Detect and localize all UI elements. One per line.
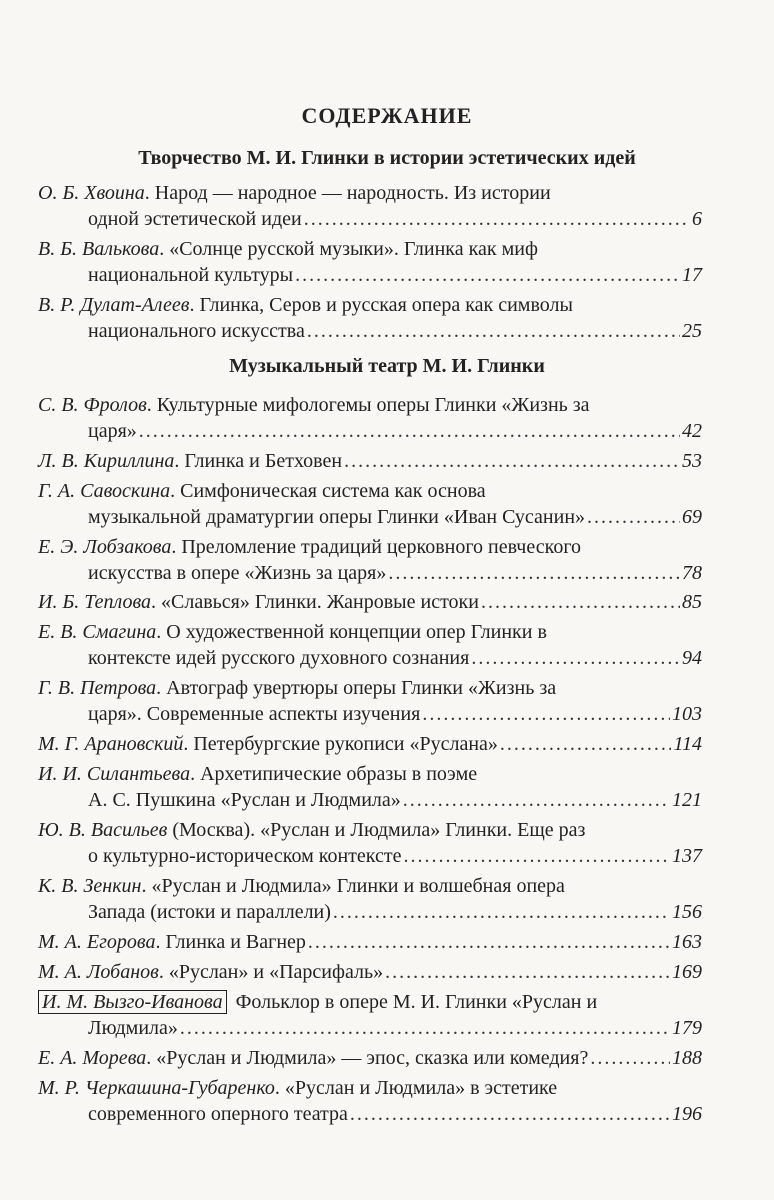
page-number: 121 <box>672 789 702 811</box>
page-number: 137 <box>672 845 702 867</box>
toc-entry[interactable] <box>38 929 702 955</box>
entry-line <box>38 589 702 615</box>
entry-author: Г. В. Петрова <box>38 677 157 699</box>
entry-author: М. А. Лобанов <box>38 961 159 983</box>
entry-line <box>38 787 702 813</box>
entry-title: Фольклор в опере М. И. Глинки «Руслан и <box>230 991 598 1013</box>
toc-entry[interactable] <box>38 989 702 1041</box>
entry-line <box>38 262 702 288</box>
dot-leader <box>471 645 680 671</box>
dot-leader <box>404 843 670 869</box>
entry-line <box>38 1101 702 1127</box>
entry-author-separator: . <box>189 294 195 316</box>
entry-line <box>38 504 702 530</box>
entry-author: О. Б. Хвоина <box>38 182 145 204</box>
entry-title: Петербургские рукописи «Руслана» <box>188 733 498 755</box>
entry-author: М. Г. Арановский <box>38 733 184 755</box>
page-number: 69 <box>682 506 702 528</box>
dot-leader <box>385 959 670 985</box>
dot-leader <box>333 899 670 925</box>
toc-entry[interactable] <box>38 236 702 288</box>
toc-entry[interactable] <box>38 1045 702 1071</box>
entry-author: Ю. В. Васильев <box>38 819 168 841</box>
entry-title: «Руслан и Людмила» Глинки. Еще раз <box>255 819 586 841</box>
dot-leader <box>587 504 680 530</box>
entry-author: В. Р. Дулат-Алеев <box>38 294 190 316</box>
entry-title: Запада (истоки и параллели) <box>88 901 331 923</box>
entry-title: О художественной концепции опер Глинки в <box>161 621 547 643</box>
entry-title: «Славься» Глинки. Жанровые истоки <box>156 591 479 613</box>
dot-leader <box>304 206 690 232</box>
page-number: 188 <box>672 1047 702 1069</box>
entry-author-separator: . <box>190 763 196 785</box>
entry-title: А. С. Пушкина «Руслан и Людмила» <box>88 789 401 811</box>
page-number: 94 <box>682 647 702 669</box>
entry-author-separator: . <box>155 931 161 953</box>
entry-title: Народ — народное — народность. Из истории <box>149 182 551 204</box>
toc-entry[interactable] <box>38 589 702 615</box>
entry-line <box>38 292 702 318</box>
dot-leader <box>388 560 680 586</box>
entry-line <box>38 448 702 474</box>
entry-author-separator: . <box>146 1047 152 1069</box>
toc-entry[interactable] <box>38 448 702 474</box>
entry-title: искусства в опере «Жизнь за царя» <box>88 562 387 584</box>
entry-title: царя» <box>88 420 137 442</box>
entry-line <box>38 619 702 645</box>
entry-text <box>38 929 306 955</box>
page-number: 78 <box>682 562 702 584</box>
entry-line <box>38 731 702 757</box>
entry-line <box>38 1075 702 1101</box>
page-number: 17 <box>682 264 702 286</box>
entry-title: национального искусства <box>88 320 305 342</box>
entry-line <box>38 180 702 206</box>
entry-line <box>38 989 702 1015</box>
section-heading: Творчество М. И. Глинки в истории эстетических идей <box>138 147 636 169</box>
entry-author: Л. В. Кириллина <box>38 450 175 472</box>
entry-line <box>38 1045 702 1071</box>
entry-title: «Руслан и Людмила» в эстетике <box>279 1077 558 1099</box>
entry-author: И. И. Силантьева <box>38 763 191 785</box>
page-number: 169 <box>672 961 702 983</box>
entry-title: царя». Современные аспекты изучения <box>88 703 421 725</box>
entry-line <box>38 236 702 262</box>
toc-entry[interactable] <box>38 478 702 530</box>
entry-author: И. М. Вызго-Иванова <box>38 990 227 1014</box>
entry-title: Культурные мифологемы оперы Глинки «Жизнь за <box>151 394 590 416</box>
entry-author: И. Б. Теплова <box>38 591 152 613</box>
dot-leader <box>422 701 670 727</box>
entry-line <box>38 701 702 727</box>
entry-author-separator: . <box>274 1077 280 1099</box>
page-title: СОДЕРЖАНИЕ <box>301 103 473 128</box>
page-number: 25 <box>682 320 702 342</box>
entry-line <box>38 843 702 869</box>
entry-author-separator: . <box>174 450 180 472</box>
entry-title: Симфоническая система как основа <box>175 480 486 502</box>
entry-author-separator: . <box>156 677 162 699</box>
entry-author-separator: . <box>159 238 165 260</box>
toc-entry[interactable] <box>38 619 702 671</box>
entry-title: Автограф увертюры оперы Глинки «Жизнь за <box>161 677 557 699</box>
entry-line <box>38 645 702 671</box>
toc-entry[interactable] <box>38 180 702 232</box>
toc-entry[interactable] <box>38 873 702 925</box>
entry-title: национальной культуры <box>88 264 294 286</box>
dot-leader <box>590 1045 670 1071</box>
entry-line <box>38 560 702 586</box>
entry-title: одной эстетической идеи <box>88 208 302 230</box>
entry-author-separator: (Москва). <box>167 819 256 841</box>
entry-title: Архетипические образы в поэме <box>195 763 478 785</box>
toc-entry[interactable] <box>38 675 702 727</box>
page-number: 53 <box>682 450 702 472</box>
entry-line <box>38 675 702 701</box>
entry-title: «Руслан и Людмила» — эпос, сказка или комедия? <box>151 1047 589 1069</box>
dot-leader <box>500 731 672 757</box>
entry-title: контексте идей русского духовного сознания <box>88 647 470 669</box>
section-heading: Музыкальный театр М. И. Глинки <box>229 355 545 377</box>
entry-line <box>38 318 702 344</box>
entry-title: «Руслан и Людмила» Глинки и волшебная опера <box>146 875 565 897</box>
dot-leader <box>295 262 680 288</box>
entry-line <box>38 817 702 843</box>
entry-text <box>38 448 342 474</box>
toc-entry[interactable] <box>38 817 702 869</box>
entry-line <box>38 392 702 418</box>
entry-line <box>38 1015 702 1041</box>
page-number: 85 <box>682 591 702 613</box>
dot-leader <box>350 1101 670 1127</box>
entry-author-separator: . <box>151 591 157 613</box>
page-number: 6 <box>692 208 702 230</box>
dot-leader <box>308 929 670 955</box>
dot-leader <box>403 787 670 813</box>
entry-author-separator: . <box>141 875 147 897</box>
entry-author: К. В. Зенкин <box>38 875 142 897</box>
entry-text <box>38 731 498 757</box>
toc-entry[interactable] <box>38 392 702 444</box>
entry-author: Е. В. Смагина <box>38 621 157 643</box>
toc-entry[interactable] <box>38 761 702 813</box>
entry-title: «Солнце русской музыки». Глинка как миф <box>164 238 538 260</box>
entry-text <box>38 1045 588 1071</box>
toc-entry[interactable] <box>38 959 702 985</box>
entry-title: «Руслан» и «Парсифаль» <box>163 961 384 983</box>
entry-author-separator: . <box>171 536 177 558</box>
dot-leader <box>139 418 680 444</box>
entry-author: Г. А. Савоскина <box>38 480 171 502</box>
page-number: 156 <box>672 901 702 923</box>
entry-author: Е. А. Морева <box>38 1047 147 1069</box>
entry-title: Людмила» <box>88 1017 178 1039</box>
dot-leader <box>307 318 680 344</box>
entry-title: о культурно-историческом контексте <box>88 845 402 867</box>
entry-line <box>38 761 702 787</box>
toc-entry[interactable] <box>38 534 702 586</box>
entry-author: Е. Э. Лобзакова <box>38 536 172 558</box>
toc-entry[interactable] <box>38 1075 702 1127</box>
entry-title: современного оперного театра <box>88 1103 348 1125</box>
page-number: 179 <box>672 1017 702 1039</box>
page-number: 196 <box>672 1103 702 1125</box>
entry-author-separator: . <box>158 961 164 983</box>
entry-author: М. А. Егорова <box>38 931 156 953</box>
entry-author-separator: . <box>183 733 189 755</box>
page-number: 42 <box>682 420 702 442</box>
dot-leader <box>344 448 680 474</box>
entry-author: В. Б. Валькова <box>38 238 160 260</box>
entry-line <box>38 929 702 955</box>
entry-line <box>38 478 702 504</box>
entry-text <box>38 959 383 985</box>
entry-author-separator: . <box>170 480 176 502</box>
entry-title: музыкальной драматургии оперы Глинки «Иван Сусанин» <box>88 506 586 528</box>
entry-title: Глинка, Серов и русская опера как символы <box>194 294 573 316</box>
dot-leader <box>481 589 680 615</box>
toc-entry[interactable] <box>38 731 702 757</box>
entry-title: Преломление традиций церковного певческого <box>176 536 582 558</box>
entry-author: С. В. Фролов <box>38 394 147 416</box>
entry-line <box>38 206 702 232</box>
entry-title: Глинка и Вагнер <box>160 931 306 953</box>
entry-author-separator: . <box>144 182 150 204</box>
entry-line <box>38 899 702 925</box>
entry-author-separator: . <box>146 394 152 416</box>
entry-author: М. Р. Черкашина-Губаренко <box>38 1077 275 1099</box>
entry-line <box>38 534 702 560</box>
entry-author-separator: . <box>156 621 162 643</box>
page-number: 163 <box>672 931 702 953</box>
page-number: 114 <box>673 733 702 755</box>
entry-title: Глинка и Бетховен <box>179 450 343 472</box>
entry-line <box>38 959 702 985</box>
entry-line <box>38 418 702 444</box>
entry-line <box>38 873 702 899</box>
entry-text <box>38 589 479 615</box>
dot-leader <box>180 1015 670 1041</box>
page-number: 103 <box>672 703 702 725</box>
toc-entry[interactable] <box>38 292 702 344</box>
